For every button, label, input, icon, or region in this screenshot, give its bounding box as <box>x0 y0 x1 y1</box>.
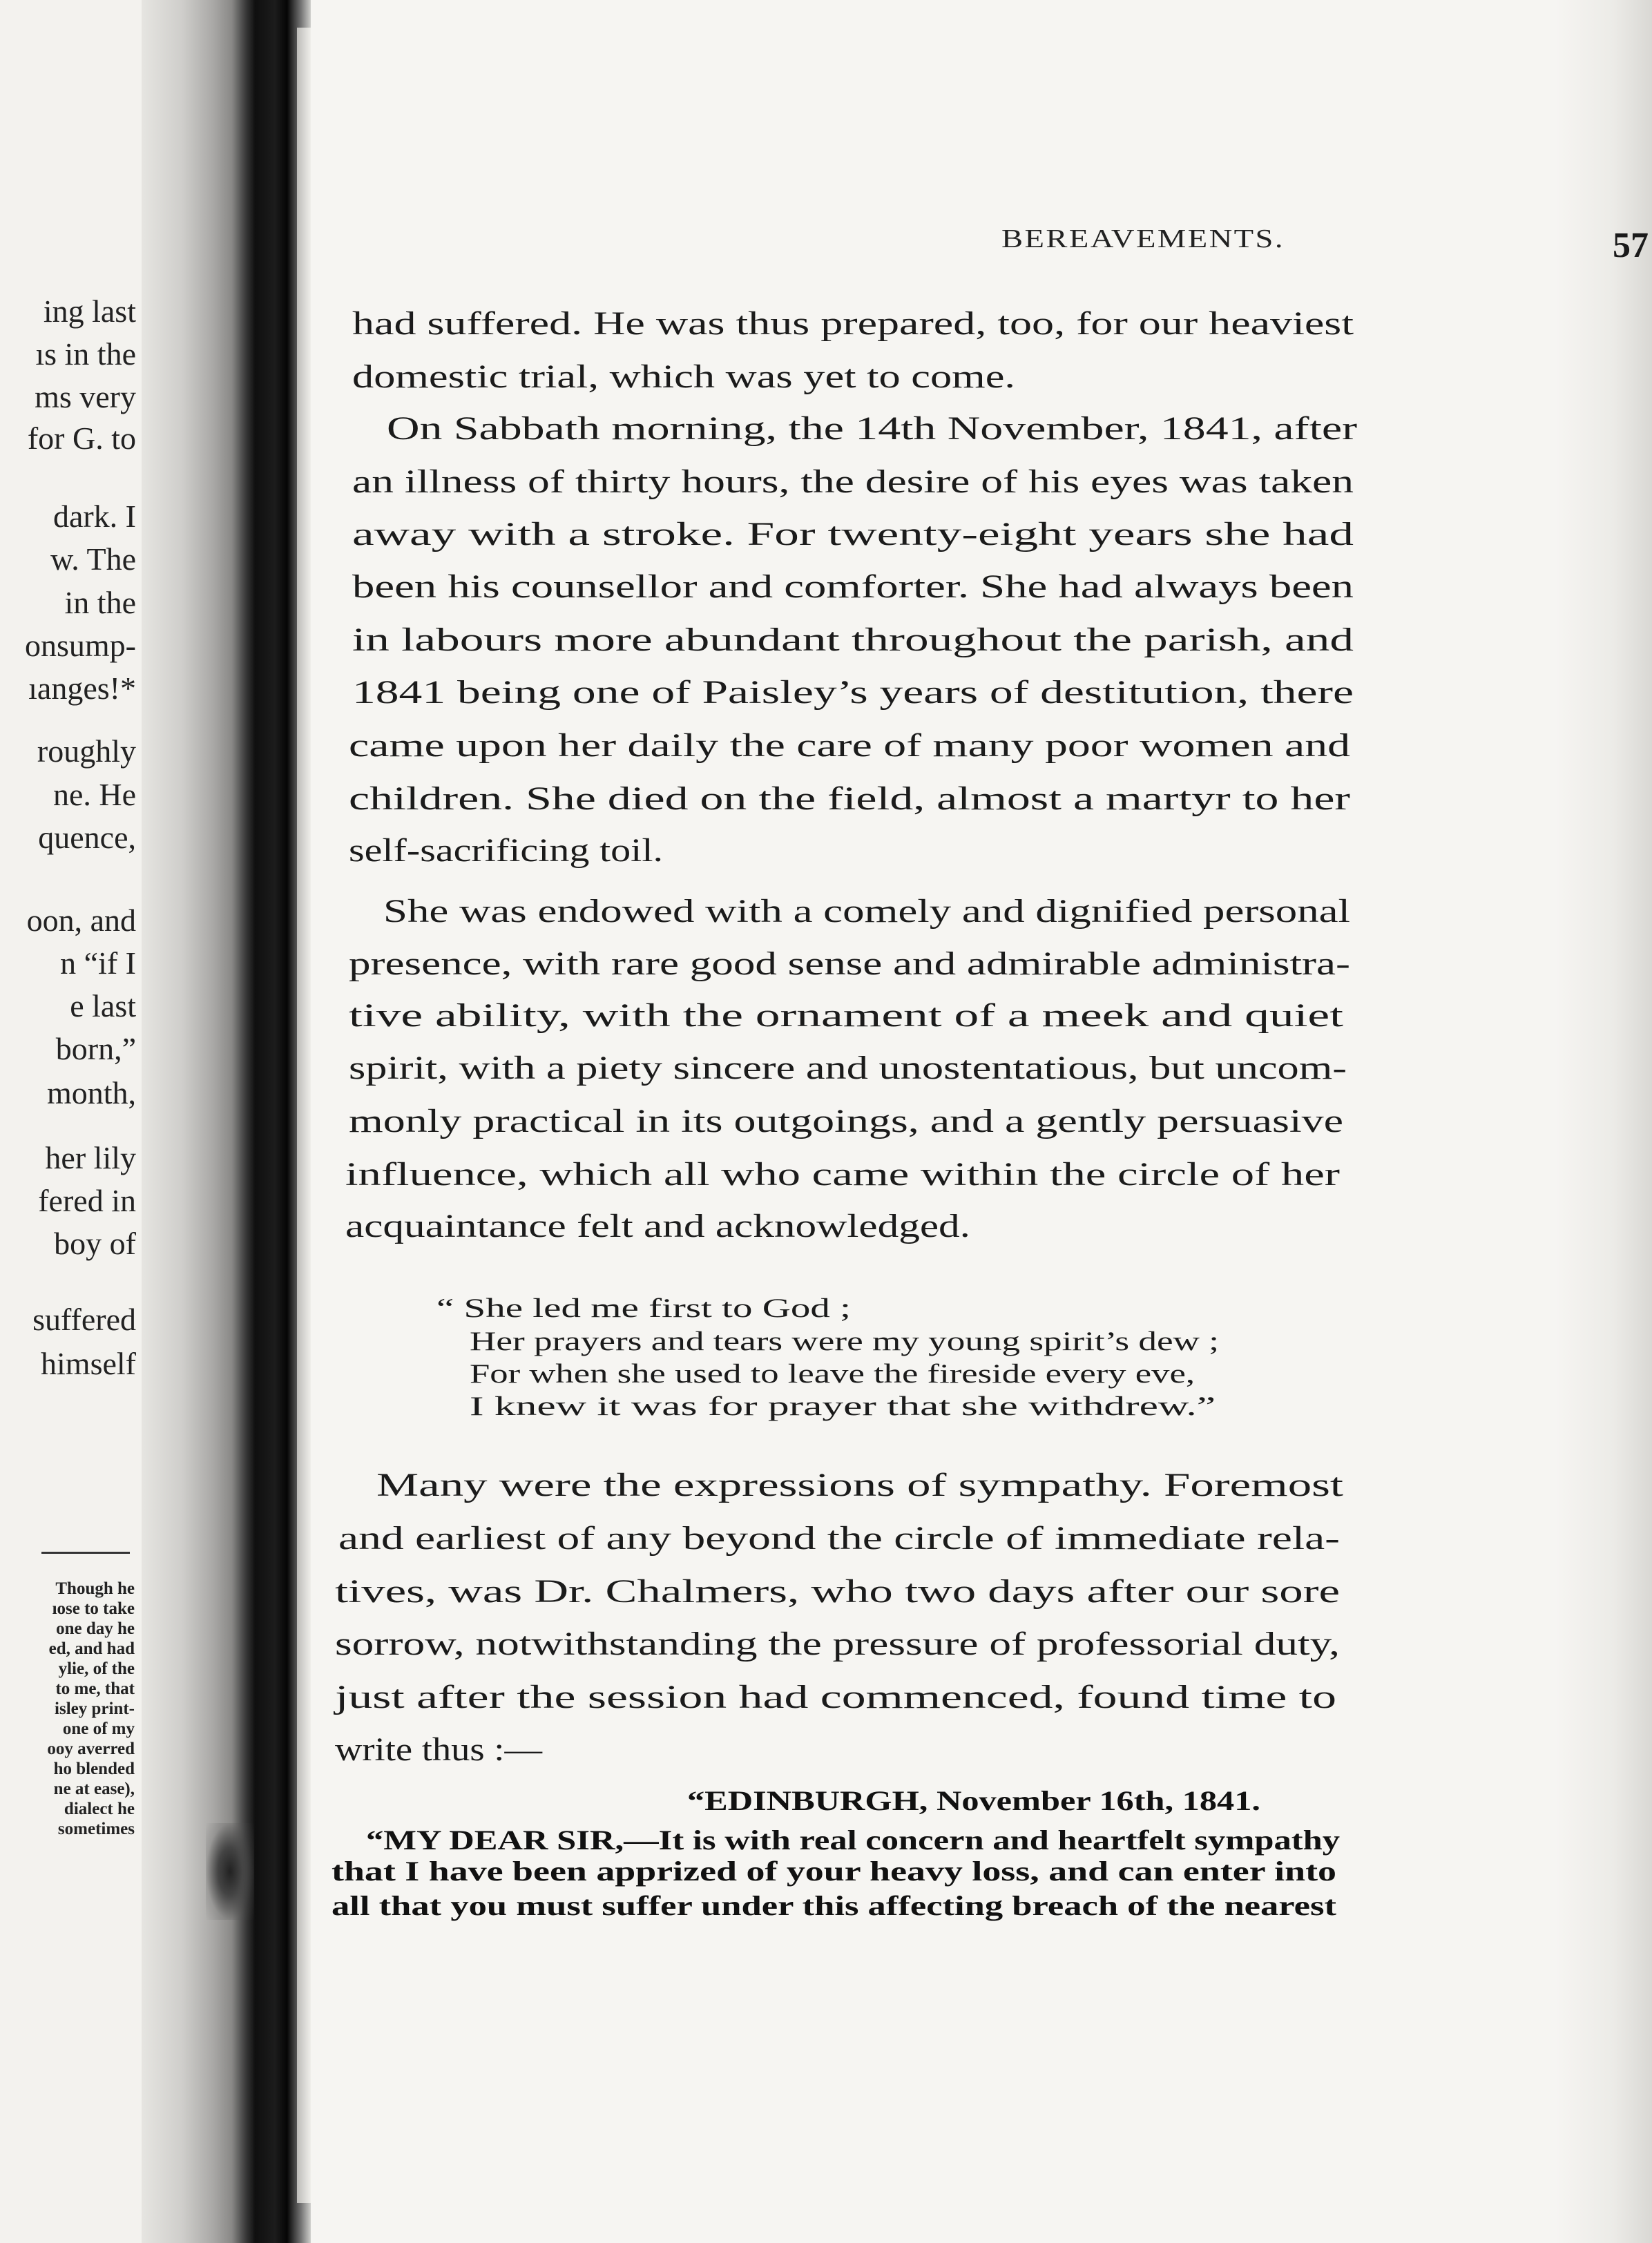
body-line-text: monly practical in its outgoings, and a gently persuasive <box>349 1103 1343 1139</box>
previous-page-line: quence, <box>38 820 136 855</box>
letter-line <box>332 1890 1336 1921</box>
previous-page-line: month, <box>46 1075 136 1110</box>
body-line-text: domestic trial, which was yet to come. <box>352 358 1015 395</box>
running-head-text: BEREAVEMENTS. <box>1001 224 1285 253</box>
previous-page-line: ıanges!* <box>28 671 136 706</box>
body-line <box>352 516 1354 552</box>
body-line <box>338 1520 1340 1557</box>
body-line <box>383 893 1350 930</box>
previous-page-footnote-line: one of my <box>62 1720 135 1738</box>
previous-page-fragment <box>0 0 231 2243</box>
body-line-text: spirit, with a piety sincere and unostentatious, but uncom- <box>349 1050 1347 1086</box>
body-line-text: Many were the expressions of sympathy. Foremost <box>376 1467 1343 1503</box>
previous-page-footnote-line: one day he <box>56 1619 135 1638</box>
page-outer-edge <box>1555 0 1652 2243</box>
verse-line <box>436 1293 851 1323</box>
previous-page-line: boy of <box>54 1226 136 1261</box>
letter-dateline <box>687 1785 1260 1816</box>
previous-page-footnote-line: sometimes <box>57 1820 135 1838</box>
previous-page-footnote-line: dialect he <box>64 1800 135 1818</box>
body-line-text: been his counsellor and comforter. She had always been <box>352 568 1354 605</box>
body-line-text: tive ability, with the ornament of a meek and quiet <box>349 997 1343 1034</box>
previous-page-line: for G. to <box>27 421 136 456</box>
previous-page-footnote-line: ylie, of the <box>58 1659 135 1678</box>
body-line <box>335 1626 1340 1662</box>
previous-page-line: himself <box>41 1346 136 1381</box>
body-line-text: write thus :— <box>335 1731 542 1768</box>
previous-page-line: her lily <box>45 1140 136 1175</box>
verse-line-text: “ She led me first to God ; <box>436 1293 851 1323</box>
body-line <box>349 997 1343 1034</box>
body-line-text: and earliest of any beyond the circle of immediate rela- <box>338 1520 1340 1557</box>
body-line-text: self-sacrificing toil. <box>349 832 663 869</box>
verse-line-text: Her prayers and tears were my young spirit’s dew ; <box>470 1327 1219 1356</box>
previous-page-line: born,” <box>55 1031 136 1066</box>
body-line-text: an illness of thirty hours, the desire of his eyes was taken <box>352 463 1354 500</box>
body-line <box>345 1208 970 1244</box>
previous-page-line: onsump- <box>25 628 136 663</box>
letter-line-text: that I have been apprized of your heavy loss, and can enter into <box>332 1856 1336 1887</box>
previous-page-footnote-line: Though he <box>55 1579 135 1598</box>
verse-line-text: I knew it was for prayer that she withdrew.” <box>470 1392 1216 1421</box>
body-line <box>349 727 1350 764</box>
body-line-text: influence, which all who came within the circle of her <box>345 1156 1340 1193</box>
body-line-text: She was endowed with a comely and dignified personal <box>383 893 1350 930</box>
body-line <box>352 463 1354 500</box>
body-line-text: came upon her daily the care of many poor women and <box>349 727 1350 764</box>
body-line <box>335 1573 1340 1610</box>
previous-page-line: dark. I <box>52 499 136 534</box>
previous-page-footnote-line: to me, that <box>55 1679 135 1698</box>
previous-page-line: oon, and <box>26 903 136 938</box>
verse-line <box>470 1327 1219 1356</box>
body-line <box>345 1156 1340 1193</box>
page-number: 57 <box>1613 226 1649 265</box>
running-head <box>1001 226 1652 267</box>
body-line-text: away with a stroke. For twenty-eight years she had <box>352 516 1354 552</box>
body-line <box>387 410 1357 447</box>
body-line-text: just after the session had commenced, found time to <box>335 1679 1336 1715</box>
previous-page-line: ms very <box>35 379 136 414</box>
body-line <box>376 1467 1343 1503</box>
binding-mark <box>206 1823 254 1920</box>
letter-line <box>332 1856 1336 1887</box>
body-line <box>352 622 1354 658</box>
body-line <box>352 568 1354 605</box>
verse-line <box>470 1359 1195 1389</box>
body-line <box>349 832 663 869</box>
letter-line <box>366 1825 1340 1856</box>
page-inner-edge <box>297 28 311 2203</box>
body-line-text: in labours more abundant throughout the parish, and <box>352 622 1354 658</box>
body-line-text: 1841 being one of Paisley’s years of destitution, there <box>352 674 1354 711</box>
previous-page-line: ing last <box>43 293 136 329</box>
previous-page-line: e last <box>70 988 136 1023</box>
previous-page-footnote-line: ed, and had <box>48 1639 135 1658</box>
letter-line-text: “MY DEAR SIR,—It is with real concern and heartfelt sympathy <box>366 1825 1340 1856</box>
body-line-text: On Sabbath morning, the 14th November, 1841, after <box>387 410 1357 447</box>
footnote-rule <box>41 1552 130 1554</box>
previous-page-line: fered in <box>38 1183 136 1218</box>
previous-page-line: w. The <box>50 541 136 577</box>
previous-page-footnote-line: isley print- <box>55 1700 135 1718</box>
body-line <box>352 358 1015 395</box>
body-line-text: presence, with rare good sense and admirable administra- <box>349 945 1350 982</box>
body-line <box>352 674 1354 711</box>
previous-page-footnote-line: ho blended <box>53 1760 135 1778</box>
verse-line <box>470 1392 1216 1421</box>
previous-page-footnote-line: ıose to take <box>52 1599 135 1618</box>
body-line-text: sorrow, notwithstanding the pressure of professorial duty, <box>335 1626 1340 1662</box>
body-line <box>349 780 1350 817</box>
previous-page-line: suffered <box>32 1302 136 1337</box>
body-line <box>349 945 1350 982</box>
previous-page-line: ıs in the <box>35 336 136 372</box>
previous-page-line: in the <box>64 585 136 620</box>
body-line <box>349 1050 1347 1086</box>
body-line-text: had suffered. He was thus prepared, too, for our heaviest <box>352 305 1354 342</box>
current-page <box>311 0 1652 2243</box>
letter-line-text: all that you must suffer under this affecting breach of the nearest <box>332 1890 1336 1921</box>
verse-line-text: For when she used to leave the fireside every eve, <box>470 1359 1195 1389</box>
previous-page-line: ne. He <box>52 777 136 812</box>
body-line-text: acquaintance felt and acknowledged. <box>345 1208 970 1244</box>
body-line <box>335 1731 542 1768</box>
body-line <box>335 1679 1336 1715</box>
previous-page-line: roughly <box>37 733 136 769</box>
body-line-text: children. She died on the field, almost a martyr to her <box>349 780 1350 817</box>
body-line <box>349 1103 1343 1139</box>
previous-page-footnote-line: ooy averred <box>47 1740 135 1758</box>
previous-page-footnote-line: ne at ease), <box>53 1780 135 1798</box>
previous-page-line: n “if I <box>60 945 136 981</box>
body-line-text: tives, was Dr. Chalmers, who two days after our sore <box>335 1573 1340 1610</box>
letter-dateline-text: “EDINBURGH, November 16th, 1841. <box>687 1785 1260 1816</box>
body-line <box>352 305 1354 342</box>
